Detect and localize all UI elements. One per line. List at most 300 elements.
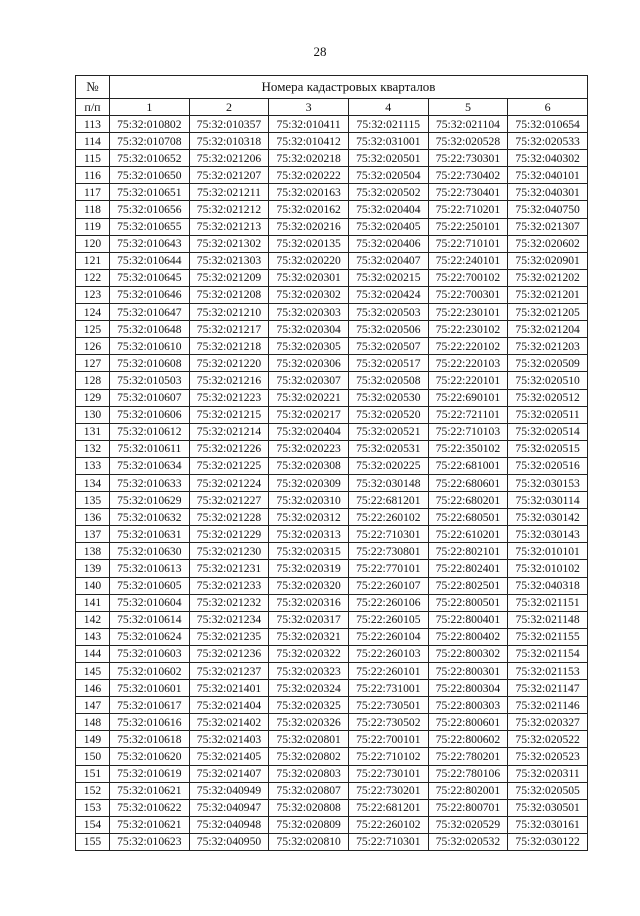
cadastral-quarter-cell: 75:32:010632: [110, 509, 190, 526]
table-row: [76, 543, 588, 560]
cadastral-quarter-cell: 75:32:010634: [110, 457, 190, 474]
cadastral-quarter-cell: 75:32:010617: [110, 697, 190, 714]
table-row: [76, 235, 588, 252]
cadastral-quarter-cell: 75:32:021302: [189, 235, 269, 252]
cadastral-quarter-cell: 75:32:010603: [110, 645, 190, 662]
cadastral-quarter-cell: 75:22:800401: [428, 611, 508, 628]
cadastral-quarter-cell: 75:32:030142: [508, 509, 588, 526]
table-row: [76, 457, 588, 474]
cadastral-quarter-cell: 75:32:010605: [110, 577, 190, 594]
cadastral-quarter-cell: 75:32:010644: [110, 252, 190, 269]
cadastral-quarter-cell: 75:32:020162: [269, 201, 349, 218]
table-row: [76, 218, 588, 235]
row-number: 123: [76, 286, 110, 303]
table-row: [76, 731, 588, 748]
cadastral-quarter-cell: 75:22:730402: [428, 167, 508, 184]
table-row: [76, 286, 588, 303]
cadastral-quarter-cell: 75:32:010802: [110, 116, 190, 133]
cadastral-quarter-cell: 75:32:020522: [508, 731, 588, 748]
cadastral-quarter-cell: 75:22:681201: [348, 492, 428, 509]
cadastral-quarter-cell: 75:32:030148: [348, 474, 428, 491]
cadastral-quarter-cell: 75:32:010629: [110, 492, 190, 509]
cadastral-quarter-cell: 75:32:010357: [189, 116, 269, 133]
cadastral-quarter-cell: 75:32:020508: [348, 372, 428, 389]
cadastral-quarter-cell: 75:22:610201: [428, 526, 508, 543]
cadastral-quarter-cell: 75:32:010614: [110, 611, 190, 628]
cadastral-quarter-cell: 75:32:020517: [348, 355, 428, 372]
cadastral-quarter-cell: 75:22:230101: [428, 304, 508, 321]
cadastral-quarter-cell: 75:32:021227: [189, 492, 269, 509]
cadastral-quarter-cell: 75:22:260102: [348, 509, 428, 526]
cadastral-quarter-cell: 75:32:040947: [189, 799, 269, 816]
cadastral-quarter-cell: 75:32:020325: [269, 697, 349, 714]
cadastral-quarter-cell: 75:22:802001: [428, 782, 508, 799]
cadastral-quarter-cell: 75:32:020523: [508, 748, 588, 765]
table-row: [76, 816, 588, 833]
cadastral-quarter-cell: 75:32:021235: [189, 628, 269, 645]
cadastral-quarter-cell: 75:32:021212: [189, 201, 269, 218]
cadastral-quarter-cell: 75:32:010611: [110, 440, 190, 457]
cadastral-quarter-cell: 75:32:020901: [508, 252, 588, 269]
cadastral-quarters-table: [75, 75, 588, 851]
cadastral-quarter-cell: 75:32:010602: [110, 663, 190, 680]
cadastral-quarter-cell: 75:32:010623: [110, 833, 190, 850]
cadastral-quarter-cell: 75:32:020301: [269, 269, 349, 286]
table-row: [76, 782, 588, 799]
cadastral-quarter-cell: 75:32:021206: [189, 150, 269, 167]
cadastral-quarter-cell: 75:32:010647: [110, 304, 190, 321]
cadastral-quarter-cell: 75:32:021215: [189, 406, 269, 423]
cadastral-quarter-cell: 75:32:020515: [508, 440, 588, 457]
cadastral-quarter-cell: 75:32:010613: [110, 560, 190, 577]
cadastral-quarter-cell: 75:22:680501: [428, 509, 508, 526]
cadastral-quarter-cell: 75:22:800601: [428, 714, 508, 731]
cadastral-quarter-cell: 75:32:020309: [269, 474, 349, 491]
cadastral-quarter-cell: 75:32:020302: [269, 286, 349, 303]
cadastral-quarter-cell: 75:32:020225: [348, 457, 428, 474]
cadastral-quarter-cell: 75:22:802101: [428, 543, 508, 560]
cadastral-quarter-cell: 75:32:020135: [269, 235, 349, 252]
cadastral-quarter-cell: 75:32:010633: [110, 474, 190, 491]
table-row: [76, 355, 588, 372]
column-number-header: 5: [428, 99, 508, 116]
cadastral-quarter-cell: 75:22:710301: [348, 833, 428, 850]
cadastral-quarter-cell: 75:32:021211: [189, 184, 269, 201]
cadastral-quarter-cell: 75:32:021228: [189, 509, 269, 526]
table-row: [76, 663, 588, 680]
cadastral-quarter-cell: 75:32:040301: [508, 184, 588, 201]
cadastral-quarter-cell: 75:22:770101: [348, 560, 428, 577]
cadastral-quarter-cell: 75:32:020505: [508, 782, 588, 799]
cadastral-quarter-cell: 75:32:020803: [269, 765, 349, 782]
cadastral-quarter-cell: 75:22:800402: [428, 628, 508, 645]
table-row: [76, 714, 588, 731]
cadastral-quarter-cell: 75:32:021104: [428, 116, 508, 133]
cadastral-quarter-cell: 75:32:020405: [348, 218, 428, 235]
cadastral-quarter-cell: 75:22:681201: [348, 799, 428, 816]
table-row: [76, 509, 588, 526]
cadastral-quarter-cell: 75:22:800304: [428, 680, 508, 697]
cadastral-quarter-cell: 75:22:780201: [428, 748, 508, 765]
row-number: 113: [76, 116, 110, 133]
row-number: 119: [76, 218, 110, 235]
cadastral-quarter-cell: 75:22:730801: [348, 543, 428, 560]
table-row: [76, 697, 588, 714]
cadastral-quarter-cell: 75:32:010102: [508, 560, 588, 577]
cadastral-quarter-cell: 75:32:021202: [508, 269, 588, 286]
table-row: [76, 338, 588, 355]
cadastral-quarter-cell: 75:32:020801: [269, 731, 349, 748]
row-number: 142: [76, 611, 110, 628]
cadastral-quarter-cell: 75:22:800501: [428, 594, 508, 611]
column-number-header: 4: [348, 99, 428, 116]
cadastral-quarter-cell: 75:32:021153: [508, 663, 588, 680]
cadastral-quarter-cell: 75:32:021151: [508, 594, 588, 611]
cadastral-quarter-cell: 75:22:730501: [348, 697, 428, 714]
row-number: 152: [76, 782, 110, 799]
cadastral-quarter-cell: 75:32:010612: [110, 423, 190, 440]
row-number: 132: [76, 440, 110, 457]
cadastral-quarter-cell: 75:32:021214: [189, 423, 269, 440]
cadastral-quarter-cell: 75:32:020503: [348, 304, 428, 321]
cadastral-quarter-cell: 75:32:020324: [269, 680, 349, 697]
table-row: [76, 269, 588, 286]
cadastral-quarter-cell: 75:32:010601: [110, 680, 190, 697]
cadastral-quarter-cell: 75:32:020602: [508, 235, 588, 252]
cadastral-quarter-cell: 75:22:730301: [428, 150, 508, 167]
row-number: 139: [76, 560, 110, 577]
row-number: 134: [76, 474, 110, 491]
cadastral-quarter-cell: 75:32:031001: [348, 133, 428, 150]
cadastral-quarter-cell: 75:32:021230: [189, 543, 269, 560]
cadastral-quarter-cell: 75:32:010648: [110, 321, 190, 338]
cadastral-quarter-cell: 75:22:260104: [348, 628, 428, 645]
cadastral-quarter-cell: 75:32:020220: [269, 252, 349, 269]
cadastral-quarter-cell: 75:32:020315: [269, 543, 349, 560]
cadastral-quarter-cell: 75:32:030143: [508, 526, 588, 543]
cadastral-quarter-cell: 75:32:020327: [508, 714, 588, 731]
row-number: 120: [76, 235, 110, 252]
cadastral-quarter-cell: 75:32:021405: [189, 748, 269, 765]
cadastral-quarter-cell: 75:32:020424: [348, 286, 428, 303]
cadastral-quarter-cell: 75:32:020320: [269, 577, 349, 594]
cadastral-quarter-cell: 75:32:010607: [110, 389, 190, 406]
cadastral-quarter-cell: 75:22:260107: [348, 577, 428, 594]
column-number-header: 1: [110, 99, 190, 116]
cadastral-quarter-cell: 75:22:710301: [348, 526, 428, 543]
cadastral-quarter-cell: 75:32:010651: [110, 184, 190, 201]
cadastral-quarter-cell: 75:32:020223: [269, 440, 349, 457]
cadastral-quarter-cell: 75:22:220101: [428, 372, 508, 389]
cadastral-quarter-cell: 75:32:010411: [269, 116, 349, 133]
cadastral-quarter-cell: 75:32:040949: [189, 782, 269, 799]
cadastral-quarter-cell: 75:32:040302: [508, 150, 588, 167]
cadastral-quarter-cell: 75:32:020520: [348, 406, 428, 423]
column-number-header: 6: [508, 99, 588, 116]
row-number: 128: [76, 372, 110, 389]
table-row: [76, 372, 588, 389]
cadastral-quarter-cell: 75:22:240101: [428, 252, 508, 269]
row-number: 131: [76, 423, 110, 440]
cadastral-quarter-cell: 75:22:260103: [348, 645, 428, 662]
cadastral-quarter-cell: 75:32:020304: [269, 321, 349, 338]
table-row: [76, 628, 588, 645]
row-number: 133: [76, 457, 110, 474]
cadastral-quarter-cell: 75:32:010412: [269, 133, 349, 150]
cadastral-quarter-cell: 75:32:010631: [110, 526, 190, 543]
row-number: 148: [76, 714, 110, 731]
cadastral-quarter-cell: 75:32:021220: [189, 355, 269, 372]
table-row: [76, 423, 588, 440]
row-number: 116: [76, 167, 110, 184]
table-row: [76, 150, 588, 167]
cadastral-quarter-cell: 75:32:021224: [189, 474, 269, 491]
cadastral-quarter-cell: 75:32:020322: [269, 645, 349, 662]
row-number: 143: [76, 628, 110, 645]
cadastral-quarter-cell: 75:32:010656: [110, 201, 190, 218]
cadastral-quarter-cell: 75:32:021146: [508, 697, 588, 714]
table-row: [76, 406, 588, 423]
cadastral-quarter-cell: 75:32:010621: [110, 816, 190, 833]
cadastral-quarter-cell: 75:32:020531: [348, 440, 428, 457]
cadastral-quarter-cell: 75:32:040318: [508, 577, 588, 594]
table-row: [76, 116, 588, 133]
cadastral-quarter-cell: 75:32:021226: [189, 440, 269, 457]
cadastral-quarter-cell: 75:22:710103: [428, 423, 508, 440]
cadastral-quarter-cell: 75:32:020507: [348, 338, 428, 355]
cadastral-quarter-cell: 75:32:021210: [189, 304, 269, 321]
cadastral-quarter-cell: 75:22:700102: [428, 269, 508, 286]
cadastral-quarter-cell: 75:32:021201: [508, 286, 588, 303]
table-row: [76, 765, 588, 782]
cadastral-quarter-cell: 75:22:700101: [348, 731, 428, 748]
cadastral-quarter-cell: 75:32:020217: [269, 406, 349, 423]
table-row: [76, 645, 588, 662]
cadastral-quarter-cell: 75:32:021401: [189, 680, 269, 697]
cadastral-quarter-cell: 75:32:020529: [428, 816, 508, 833]
cadastral-quarter-cell: 75:32:020163: [269, 184, 349, 201]
cadastral-quarter-cell: 75:22:730201: [348, 782, 428, 799]
row-number: 147: [76, 697, 110, 714]
cadastral-quarter-cell: 75:32:010622: [110, 799, 190, 816]
row-number: 155: [76, 833, 110, 850]
cadastral-quarter-cell: 75:32:020307: [269, 372, 349, 389]
cadastral-quarter-cell: 75:22:220102: [428, 338, 508, 355]
cadastral-quarter-cell: 75:32:010654: [508, 116, 588, 133]
table-row: [76, 560, 588, 577]
cadastral-quarter-cell: 75:22:730401: [428, 184, 508, 201]
number-column-header: №: [76, 76, 110, 99]
cadastral-quarter-cell: 75:32:020321: [269, 628, 349, 645]
cadastral-quarter-cell: 75:32:020516: [508, 457, 588, 474]
row-number: 117: [76, 184, 110, 201]
cadastral-quarter-cell: 75:32:010503: [110, 372, 190, 389]
cadastral-quarter-cell: 75:32:021234: [189, 611, 269, 628]
table-row: [76, 133, 588, 150]
cadastral-quarter-cell: 75:22:800602: [428, 731, 508, 748]
row-number: 144: [76, 645, 110, 662]
cadastral-quarter-cell: 75:22:710102: [348, 748, 428, 765]
cadastral-quarter-cell: 75:32:021229: [189, 526, 269, 543]
cadastral-quarter-cell: 75:32:021223: [189, 389, 269, 406]
row-number: 129: [76, 389, 110, 406]
table-row: [76, 680, 588, 697]
cadastral-quarter-cell: 75:32:040948: [189, 816, 269, 833]
number-column-subheader: п/п: [76, 99, 110, 116]
cadastral-quarter-cell: 75:32:020404: [269, 423, 349, 440]
cadastral-quarter-cell: 75:32:020511: [508, 406, 588, 423]
cadastral-quarter-cell: 75:32:020221: [269, 389, 349, 406]
cadastral-quarter-cell: 75:32:020313: [269, 526, 349, 543]
cadastral-quarter-cell: 75:22:350102: [428, 440, 508, 457]
cadastral-quarter-cell: 75:32:010630: [110, 543, 190, 560]
cadastral-quarter-cell: 75:32:020530: [348, 389, 428, 406]
cadastral-quarter-cell: 75:32:010318: [189, 133, 269, 150]
table-body: [76, 116, 588, 851]
cadastral-quarter-cell: 75:32:010620: [110, 748, 190, 765]
cadastral-quarter-cell: 75:32:021115: [348, 116, 428, 133]
table-row: [76, 389, 588, 406]
cadastral-quarter-cell: 75:32:021237: [189, 663, 269, 680]
cadastral-quarter-cell: 75:32:010708: [110, 133, 190, 150]
cadastral-quarter-cell: 75:32:010610: [110, 338, 190, 355]
cadastral-quarter-cell: 75:22:710101: [428, 235, 508, 252]
row-number: 126: [76, 338, 110, 355]
cadastral-quarter-cell: 75:32:010604: [110, 594, 190, 611]
cadastral-quarter-cell: 75:22:260106: [348, 594, 428, 611]
page-number: 28: [313, 44, 327, 59]
cadastral-quarter-cell: 75:22:800701: [428, 799, 508, 816]
cadastral-quarter-cell: 75:32:021148: [508, 611, 588, 628]
cadastral-quarter-cell: 75:22:260105: [348, 611, 428, 628]
cadastral-quarter-cell: 75:32:010618: [110, 731, 190, 748]
cadastral-quarter-cell: 75:22:802401: [428, 560, 508, 577]
cadastral-quarter-cell: 75:32:021233: [189, 577, 269, 594]
row-number: 145: [76, 663, 110, 680]
table-row: [76, 474, 588, 491]
cadastral-quarter-cell: 75:32:021404: [189, 697, 269, 714]
cadastral-quarter-cell: 75:22:730101: [348, 765, 428, 782]
row-number: 121: [76, 252, 110, 269]
cadastral-quarter-cell: 75:32:020303: [269, 304, 349, 321]
row-number: 137: [76, 526, 110, 543]
cadastral-quarter-cell: 75:32:010652: [110, 150, 190, 167]
cadastral-quarter-cell: 75:32:020308: [269, 457, 349, 474]
cadastral-quarter-cell: 75:22:260101: [348, 663, 428, 680]
cadastral-quarter-cell: 75:32:020528: [428, 133, 508, 150]
row-number: 115: [76, 150, 110, 167]
table-row: [76, 799, 588, 816]
cadastral-quarter-cell: 75:32:021208: [189, 286, 269, 303]
cadastral-quarter-cell: 75:32:010655: [110, 218, 190, 235]
cadastral-quarter-cell: 75:32:010606: [110, 406, 190, 423]
row-number: 136: [76, 509, 110, 526]
cadastral-quarter-cell: 75:32:020506: [348, 321, 428, 338]
cadastral-quarter-cell: 75:32:010645: [110, 269, 190, 286]
cadastral-quarter-cell: 75:22:680601: [428, 474, 508, 491]
column-number-header: 3: [269, 99, 349, 116]
table-row: [76, 167, 588, 184]
cadastral-quarter-cell: 75:32:020319: [269, 560, 349, 577]
cadastral-quarter-cell: 75:32:030153: [508, 474, 588, 491]
row-number: 135: [76, 492, 110, 509]
cadastral-quarter-cell: 75:32:020807: [269, 782, 349, 799]
cadastral-quarter-cell: 75:32:020310: [269, 492, 349, 509]
cadastral-quarter-cell: 75:32:021155: [508, 628, 588, 645]
cadastral-quarter-cell: 75:32:020532: [428, 833, 508, 850]
cadastral-quarter-cell: 75:22:730502: [348, 714, 428, 731]
cadastral-quarter-cell: 75:32:020510: [508, 372, 588, 389]
cadastral-quarter-cell: 75:32:040950: [189, 833, 269, 850]
cadastral-quarter-cell: 75:32:010616: [110, 714, 190, 731]
row-number: 150: [76, 748, 110, 765]
cadastral-quarter-cell: 75:22:802501: [428, 577, 508, 594]
table-row: [76, 526, 588, 543]
cadastral-quarter-cell: 75:32:020521: [348, 423, 428, 440]
table-row: [76, 611, 588, 628]
cadastral-quarter-cell: 75:32:020312: [269, 509, 349, 526]
cadastral-quarter-cell: 75:32:020323: [269, 663, 349, 680]
row-number: 124: [76, 304, 110, 321]
cadastral-quarter-cell: 75:32:021209: [189, 269, 269, 286]
cadastral-quarter-cell: 75:32:030161: [508, 816, 588, 833]
cadastral-quarter-cell: 75:22:800301: [428, 663, 508, 680]
cadastral-quarter-cell: 75:22:800303: [428, 697, 508, 714]
cadastral-quarter-cell: 75:32:021216: [189, 372, 269, 389]
cadastral-quarter-cell: 75:32:021147: [508, 680, 588, 697]
cadastral-quarter-cell: 75:32:020501: [348, 150, 428, 167]
row-number: 118: [76, 201, 110, 218]
row-number: 141: [76, 594, 110, 611]
cadastral-quarter-cell: 75:32:020311: [508, 765, 588, 782]
cadastral-quarter-cell: 75:32:030501: [508, 799, 588, 816]
cadastral-quarter-cell: 75:22:710201: [428, 201, 508, 218]
row-number: 127: [76, 355, 110, 372]
table-row: [76, 440, 588, 457]
row-number: 146: [76, 680, 110, 697]
cadastral-quarter-cell: 75:32:020326: [269, 714, 349, 731]
table-row: [76, 594, 588, 611]
row-number: 125: [76, 321, 110, 338]
cadastral-quarter-cell: 75:32:020316: [269, 594, 349, 611]
cadastral-quarter-cell: 75:32:020306: [269, 355, 349, 372]
row-number: 130: [76, 406, 110, 423]
cadastral-quarter-cell: 75:22:721101: [428, 406, 508, 423]
cadastral-quarter-cell: 75:32:020305: [269, 338, 349, 355]
cadastral-quarter-cell: 75:32:021303: [189, 252, 269, 269]
table-row: [76, 252, 588, 269]
table-row: [76, 304, 588, 321]
cadastral-quarter-cell: 75:32:010101: [508, 543, 588, 560]
cadastral-quarter-cell: 75:32:010619: [110, 765, 190, 782]
cadastral-quarter-cell: 75:32:010643: [110, 235, 190, 252]
row-number: 153: [76, 799, 110, 816]
cadastral-quarter-cell: 75:32:021205: [508, 304, 588, 321]
cadastral-quarter-cell: 75:32:021225: [189, 457, 269, 474]
cadastral-quarter-cell: 75:32:020215: [348, 269, 428, 286]
cadastral-quarter-cell: 75:32:010650: [110, 167, 190, 184]
cadastral-quarter-cell: 75:32:020222: [269, 167, 349, 184]
cadastral-quarter-cell: 75:32:030114: [508, 492, 588, 509]
cadastral-quarter-cell: 75:32:020218: [269, 150, 349, 167]
cadastral-quarter-cell: 75:32:020509: [508, 355, 588, 372]
cadastral-quarter-cell: 75:32:021307: [508, 218, 588, 235]
cadastral-quarter-cell: 75:22:700301: [428, 286, 508, 303]
cadastral-quarter-cell: 75:32:021203: [508, 338, 588, 355]
row-number: 140: [76, 577, 110, 594]
cadastral-quarter-cell: 75:22:681001: [428, 457, 508, 474]
row-number: 151: [76, 765, 110, 782]
